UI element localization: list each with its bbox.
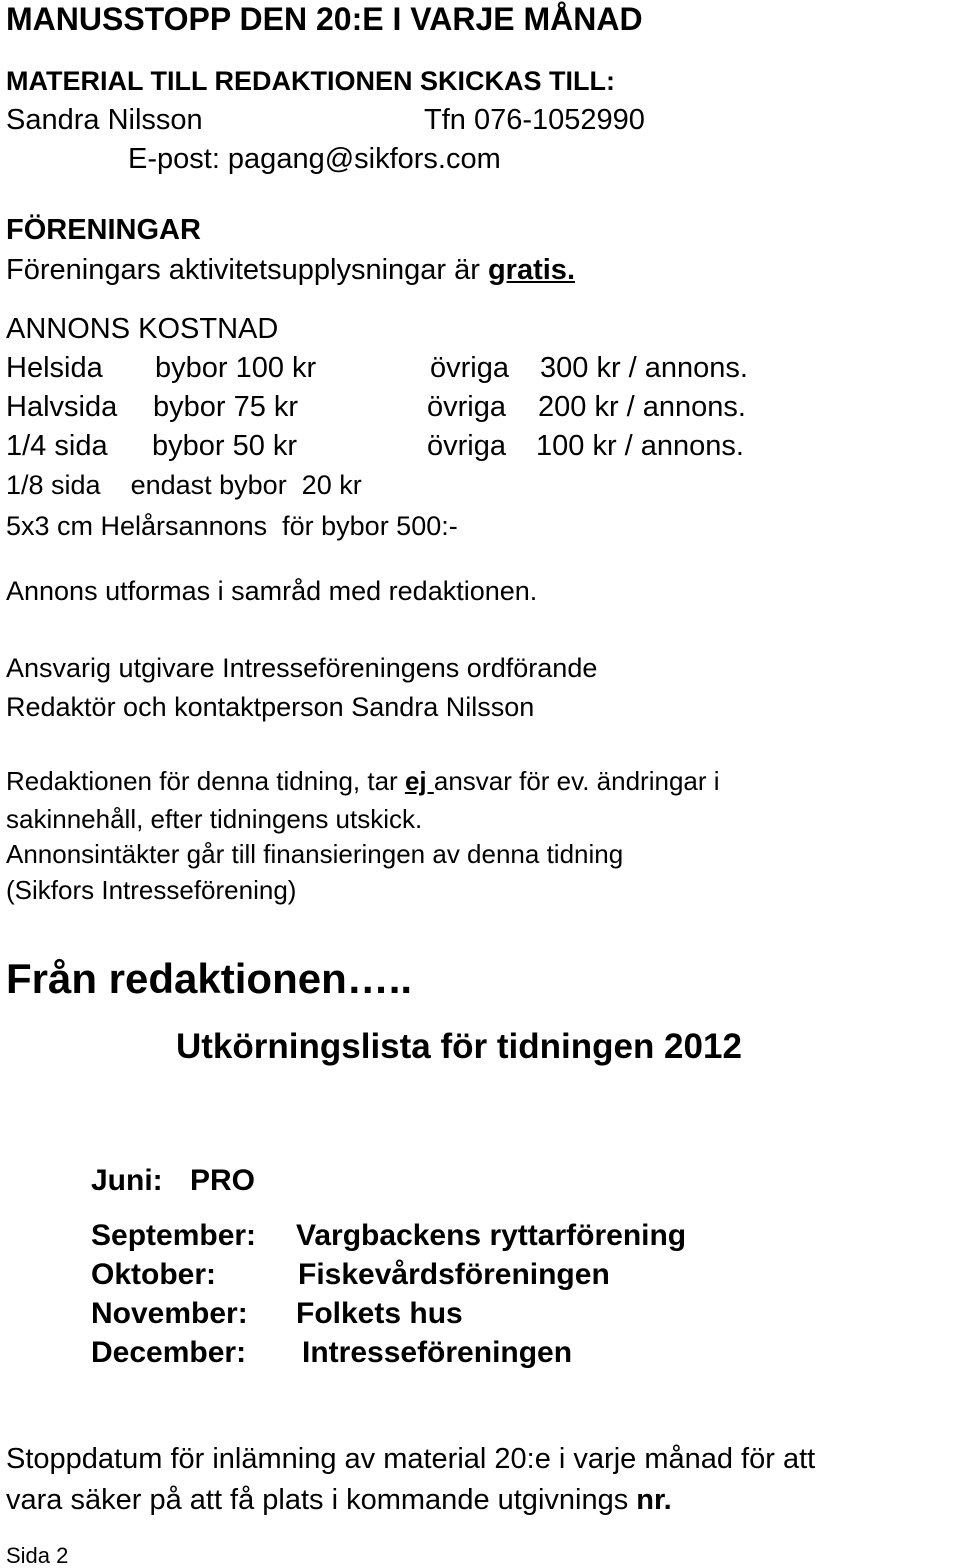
schedule-org: Fiskevårdsföreningen xyxy=(298,1258,610,1291)
schedule-month: September: xyxy=(91,1219,257,1252)
ad-row-size: 1/4 sida xyxy=(6,430,108,462)
disclaimer-text-a: Redaktionen för denna tidning, tar xyxy=(6,766,405,796)
ad-yearly: 5x3 cm Helårsannons för bybor 500:- xyxy=(6,511,458,541)
revenue-line-1: Annonsintäkter går till finansieringen av denna tidning xyxy=(6,839,624,869)
revenue-line-2: (Sikfors Intresseförening) xyxy=(6,875,297,905)
contact-name: Sandra Nilsson xyxy=(6,104,203,136)
ad-row-other-price: 200 kr / annons. xyxy=(538,391,746,423)
associations-gratis: gratis. xyxy=(487,254,575,286)
contact-email: E-post: pagang@sikfors.com xyxy=(128,143,501,175)
associations-heading: FÖRENINGAR xyxy=(6,214,201,246)
disclaimer-line xyxy=(6,768,720,794)
associations-text xyxy=(6,256,575,285)
contact-phone: Tfn 076-1052990 xyxy=(424,104,645,136)
disclaimer-text-b: ansvar för ev. ändringar i xyxy=(433,766,720,796)
stop-date-text: vara säker på att få plats i kommande utgivnings xyxy=(6,1484,637,1516)
schedule-month: November: xyxy=(91,1297,248,1330)
publisher-line: Ansvarig utgivare Intresseföreningens ordförande xyxy=(6,653,598,683)
ad-row-resident: bybor 100 kr xyxy=(155,352,317,384)
schedule-month: December: xyxy=(91,1336,247,1369)
disclaimer-line-2: sakinnehåll, efter tidningens utskick. xyxy=(6,804,423,834)
schedule-month: Oktober: xyxy=(91,1258,217,1291)
schedule-org: Vargbackens ryttarförening xyxy=(296,1219,687,1252)
stop-date-line-1: Stoppdatum för inlämning av material 20:e i varje månad för att xyxy=(6,1443,816,1475)
ad-row-other-label: övriga xyxy=(427,430,506,462)
schedule-month: Juni: xyxy=(91,1164,163,1197)
stop-date-nr: nr. xyxy=(636,1484,672,1516)
ad-row-other-label: övriga xyxy=(427,391,506,423)
ad-design-note: Annons utformas i samråd med redaktionen. xyxy=(6,576,538,606)
deadline-heading: MANUSSTOPP DEN 20:E I VARJE MÅNAD xyxy=(6,1,643,37)
disclaimer-emphasis: ej xyxy=(404,766,434,796)
ad-row-size: Halvsida xyxy=(6,391,118,423)
ad-row-size: Helsida xyxy=(6,352,103,384)
schedule-org: Folkets hus xyxy=(296,1297,463,1330)
stop-date-line-2 xyxy=(6,1486,672,1515)
ad-cost-heading: ANNONS KOSTNAD xyxy=(6,313,279,345)
editor-line: Redaktör och kontaktperson Sandra Nilsson xyxy=(6,692,535,722)
ad-eighth-page: 1/8 sida endast bybor 20 kr xyxy=(6,470,362,500)
ad-row-other-price: 100 kr / annons. xyxy=(536,430,744,462)
ad-row-resident: bybor 50 kr xyxy=(152,430,298,462)
schedule-title: Utkörningslista för tidningen 2012 xyxy=(176,1027,742,1066)
ad-row-other-label: övriga xyxy=(430,352,509,384)
associations-text-prefix: Föreningars aktivitetsupplysningar är xyxy=(6,254,488,286)
editorial-heading: Från redaktionen….. xyxy=(6,955,413,1002)
ad-row-other-price: 300 kr / annons. xyxy=(540,352,748,384)
ad-row-resident: bybor 75 kr xyxy=(153,391,299,423)
page-number: Sida 2 xyxy=(6,1543,69,1568)
send-to-heading: MATERIAL TILL REDAKTIONEN SKICKAS TILL: xyxy=(6,66,615,96)
schedule-org: PRO xyxy=(190,1164,256,1197)
schedule-org: Intresseföreningen xyxy=(302,1336,573,1369)
